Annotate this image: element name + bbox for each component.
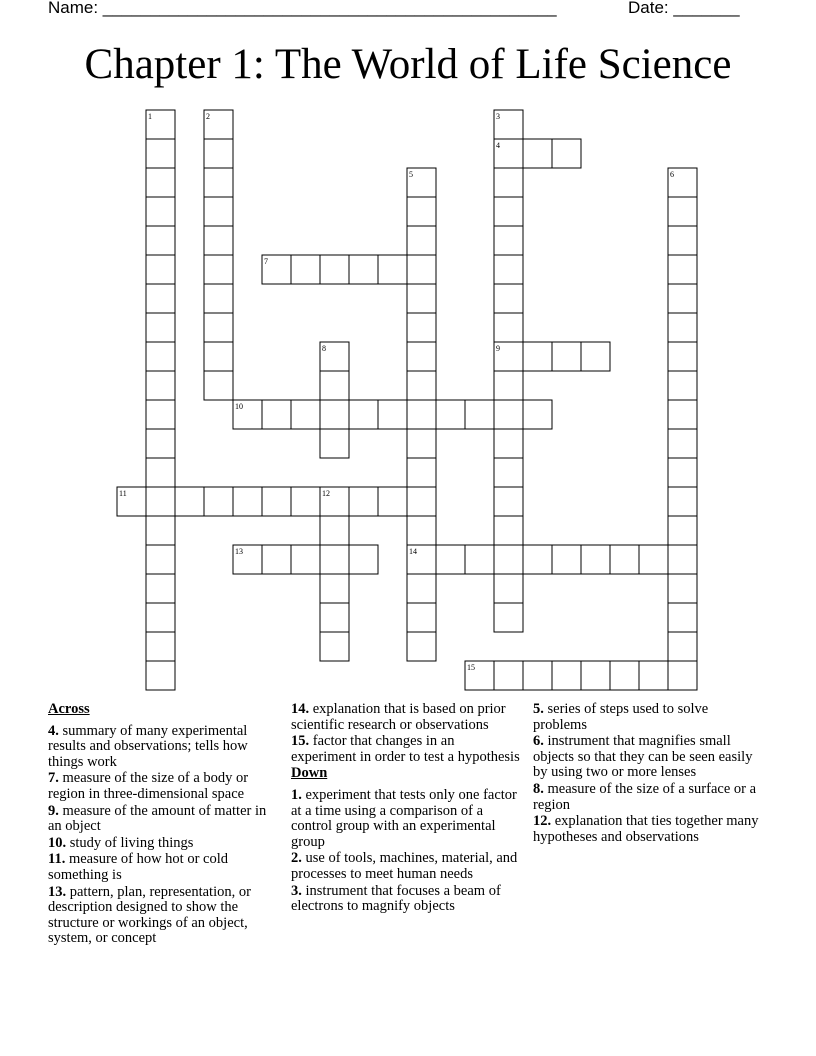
grid-cell[interactable] [494, 400, 523, 429]
grid-cell[interactable] [668, 487, 697, 516]
clue-item [533, 702, 765, 733]
clue-number: 5. [533, 701, 544, 717]
grid-cell[interactable] [291, 545, 320, 574]
grid-cell[interactable] [378, 487, 407, 516]
date-field-label[interactable]: Date: _______ [628, 0, 740, 17]
grid-cell[interactable] [494, 458, 523, 487]
clue-item [291, 851, 523, 882]
grid-cell[interactable] [407, 371, 436, 400]
grid-cell[interactable] [639, 545, 668, 574]
clue-number: 3. [291, 882, 302, 899]
clue-number: 13. [48, 883, 67, 900]
clue-number-label: 13 [235, 547, 243, 556]
clue-item [291, 788, 523, 850]
grid-cell[interactable] [204, 284, 233, 313]
clues-column-3 [533, 702, 765, 846]
clue-number: 4. [48, 722, 59, 739]
grid-cell[interactable] [262, 487, 291, 516]
grid-cell[interactable] [668, 603, 697, 632]
grid-cell[interactable] [320, 255, 349, 284]
grid-cell[interactable] [146, 487, 175, 516]
grid-cell[interactable] [610, 545, 639, 574]
down-heading: Down [291, 765, 328, 782]
grid-cell[interactable] [494, 603, 523, 632]
grid-cell[interactable] [349, 487, 378, 516]
grid-cell[interactable] [494, 255, 523, 284]
clue-text: explanation that ties together many hypotheses and observations [533, 813, 759, 845]
clue-text: explanation that is based on prior scientific research or observations [291, 701, 506, 733]
grid-cell[interactable] [262, 400, 291, 429]
grid-cell[interactable] [146, 342, 175, 371]
grid-cell[interactable] [668, 632, 697, 661]
grid-cell[interactable] [320, 603, 349, 632]
grid-cell[interactable] [146, 516, 175, 545]
clue-text: measure of the size of a body or region in three-dimensional space [48, 770, 249, 802]
clue-text: experiment that tests only one factor at a time using a comparison of a control group with an experimental group [291, 786, 517, 850]
across-clue-list-continued [291, 702, 523, 765]
grid-cell[interactable] [320, 545, 349, 574]
grid-cell[interactable] [494, 371, 523, 400]
name-field-label[interactable]: Name: ________________________________________________ [48, 0, 557, 17]
grid-cell[interactable] [668, 342, 697, 371]
grid-cell[interactable] [146, 313, 175, 342]
grid-cell[interactable] [204, 197, 233, 226]
clue-number-label: 12 [322, 489, 330, 498]
clue-text: factor that changes in an experiment in order to test a hypothesis [291, 733, 520, 765]
clue-item [48, 836, 283, 852]
clue-text: series of steps used to solve problems [533, 701, 709, 733]
grid-cell[interactable] [146, 226, 175, 255]
grid-cell[interactable] [146, 545, 175, 574]
clue-number: 10. [48, 834, 67, 851]
grid-cell[interactable] [436, 400, 465, 429]
clue-item [48, 804, 283, 835]
clue-number-label: 3 [496, 112, 500, 121]
across-clue-list [48, 724, 283, 947]
grid-cell[interactable] [494, 226, 523, 255]
grid-cell[interactable] [204, 313, 233, 342]
grid-cell[interactable] [291, 255, 320, 284]
grid-cell[interactable] [146, 574, 175, 603]
clue-item [48, 852, 283, 883]
grid-cell[interactable] [204, 371, 233, 400]
grid-cell[interactable] [146, 284, 175, 313]
grid-cell[interactable] [204, 226, 233, 255]
clue-item [533, 734, 765, 781]
clue-number: 14. [291, 701, 310, 717]
grid-cell[interactable] [320, 632, 349, 661]
grid-cell[interactable] [494, 313, 523, 342]
grid-cell[interactable] [407, 342, 436, 371]
grid-cell[interactable] [552, 545, 581, 574]
clue-number-label: 15 [467, 663, 475, 672]
grid-cell[interactable] [407, 574, 436, 603]
grid-cell[interactable] [465, 545, 494, 574]
clue-number: 7. [48, 770, 59, 787]
clue-number: 15. [291, 733, 310, 750]
grid-cell[interactable] [668, 226, 697, 255]
clue-number: 2. [291, 850, 302, 867]
clue-item [533, 782, 765, 813]
grid-cell[interactable] [146, 168, 175, 197]
grid-cell[interactable] [204, 168, 233, 197]
grid-cell[interactable] [523, 661, 552, 690]
grid-cell[interactable] [204, 487, 233, 516]
grid-cell[interactable] [378, 255, 407, 284]
clue-number-label: 5 [409, 170, 413, 179]
grid-cell[interactable] [523, 400, 552, 429]
clue-text: pattern, plan, representation, or description designed to show the structure or workings of an object, system, or concept [48, 883, 251, 947]
grid-cell[interactable] [668, 255, 697, 284]
grid-cell[interactable] [407, 197, 436, 226]
grid-cell[interactable] [668, 371, 697, 400]
grid-cell[interactable] [494, 487, 523, 516]
grid-cell[interactable] [581, 661, 610, 690]
grid-cell[interactable] [668, 284, 697, 313]
grid-cell[interactable] [407, 284, 436, 313]
grid-cell[interactable] [291, 487, 320, 516]
grid-cell[interactable] [291, 400, 320, 429]
grid-cell[interactable] [668, 400, 697, 429]
grid-cell[interactable] [494, 284, 523, 313]
grid-cell[interactable] [668, 574, 697, 603]
clue-text: study of living things [66, 834, 194, 851]
grid-cell[interactable] [494, 661, 523, 690]
grid-cell[interactable] [494, 168, 523, 197]
grid-cell[interactable] [204, 342, 233, 371]
grid-cell[interactable] [407, 603, 436, 632]
grid-cell[interactable] [407, 313, 436, 342]
grid-cell[interactable] [378, 400, 407, 429]
grid-cell[interactable] [146, 255, 175, 284]
clue-number-label: 2 [206, 112, 210, 121]
grid-cell[interactable] [146, 400, 175, 429]
clue-number: 6. [533, 733, 544, 750]
clue-number-label: 1 [148, 112, 152, 121]
clue-number-label: 14 [409, 547, 417, 556]
clue-number-label: 11 [119, 489, 127, 498]
grid-cell[interactable] [436, 545, 465, 574]
grid-cell[interactable] [407, 516, 436, 545]
clue-number-label: 7 [264, 257, 268, 266]
grid-cell[interactable] [146, 661, 175, 690]
grid-cell[interactable] [668, 458, 697, 487]
grid-cell[interactable] [262, 545, 291, 574]
grid-cell[interactable] [146, 429, 175, 458]
grid-cell[interactable] [204, 139, 233, 168]
grid-cell[interactable] [320, 574, 349, 603]
clue-number-label: 9 [496, 344, 500, 353]
grid-cell[interactable] [494, 429, 523, 458]
grid-cell[interactable] [668, 661, 697, 690]
clue-text: measure of the amount of matter in an object [48, 802, 267, 835]
grid-cell[interactable] [320, 371, 349, 400]
grid-cell[interactable] [494, 516, 523, 545]
grid-cell[interactable] [146, 197, 175, 226]
grid-cell[interactable] [175, 487, 204, 516]
clue-number: 9. [48, 802, 59, 819]
page-title: Chapter 1: The World of Life Science [84, 41, 732, 88]
grid-cell[interactable] [465, 400, 494, 429]
grid-cell[interactable] [494, 574, 523, 603]
grid-cell[interactable] [407, 487, 436, 516]
grid-cell[interactable] [146, 139, 175, 168]
grid-cell[interactable] [552, 342, 581, 371]
grid-cell[interactable] [668, 545, 697, 574]
grid-cell[interactable] [204, 255, 233, 284]
down-clue-list-continued [533, 702, 765, 845]
clue-text: measure of how hot or cold something is [48, 851, 229, 883]
grid-cell[interactable] [146, 632, 175, 661]
clue-item [533, 814, 765, 845]
clue-text: instrument that focuses a beam of electrons to magnify objects [291, 882, 501, 915]
grid-cell[interactable] [407, 429, 436, 458]
grid-cell[interactable] [581, 545, 610, 574]
grid-cell[interactable] [668, 429, 697, 458]
grid-cell[interactable] [407, 632, 436, 661]
clue-text: use of tools, machines, material, and processes to meet human needs [291, 850, 518, 882]
clue-item [48, 771, 283, 802]
clue-number: 11. [48, 851, 66, 868]
clues-column-2 [291, 702, 523, 916]
clue-text: measure of the size of a surface or a region [533, 780, 757, 813]
clue-number-label: 4 [496, 141, 500, 150]
clue-item [48, 885, 283, 947]
grid-cell[interactable] [407, 226, 436, 255]
grid-cell[interactable] [146, 371, 175, 400]
grid-cell[interactable] [349, 400, 378, 429]
grid-cell[interactable] [610, 661, 639, 690]
across-heading: Across [48, 701, 90, 717]
grid-cell[interactable] [233, 487, 262, 516]
grid-cell[interactable] [581, 342, 610, 371]
grid-cell[interactable] [320, 400, 349, 429]
grid-cell[interactable] [639, 661, 668, 690]
grid-cell[interactable] [494, 197, 523, 226]
clue-number-label: 6 [670, 170, 674, 179]
grid-cell[interactable] [668, 313, 697, 342]
clue-item [48, 724, 283, 771]
grid-cell[interactable] [320, 429, 349, 458]
grid-cell[interactable] [668, 197, 697, 226]
grid-cell[interactable] [552, 139, 581, 168]
grid-cell[interactable] [407, 255, 436, 284]
grid-cell[interactable] [523, 139, 552, 168]
clue-number-label: 10 [235, 402, 243, 411]
clue-number: 1. [291, 786, 302, 803]
grid-cell[interactable] [523, 545, 552, 574]
clue-item [291, 884, 523, 915]
clues-column-1 [48, 702, 283, 948]
grid-cell[interactable] [552, 661, 581, 690]
grid-cell[interactable] [407, 458, 436, 487]
clue-number: 8. [533, 780, 544, 797]
grid-cell[interactable] [668, 516, 697, 545]
clue-item [291, 702, 523, 733]
clue-item [291, 734, 523, 765]
clue-text: instrument that magnifies small objects so that they can be seen easily by using two or more lenses [533, 733, 753, 781]
grid-cell[interactable] [146, 603, 175, 632]
grid-cell[interactable] [146, 458, 175, 487]
clue-text: summary of many experimental results and observations; tells how things work [48, 722, 248, 770]
clue-number: 12. [533, 813, 552, 830]
grid-cell[interactable] [349, 545, 378, 574]
grid-cell[interactable] [407, 400, 436, 429]
grid-cell[interactable] [349, 255, 378, 284]
grid-cell[interactable] [523, 342, 552, 371]
clue-number-label: 8 [322, 344, 326, 353]
down-clue-list [291, 788, 523, 915]
grid-cell[interactable] [494, 545, 523, 574]
grid-cell[interactable] [320, 516, 349, 545]
